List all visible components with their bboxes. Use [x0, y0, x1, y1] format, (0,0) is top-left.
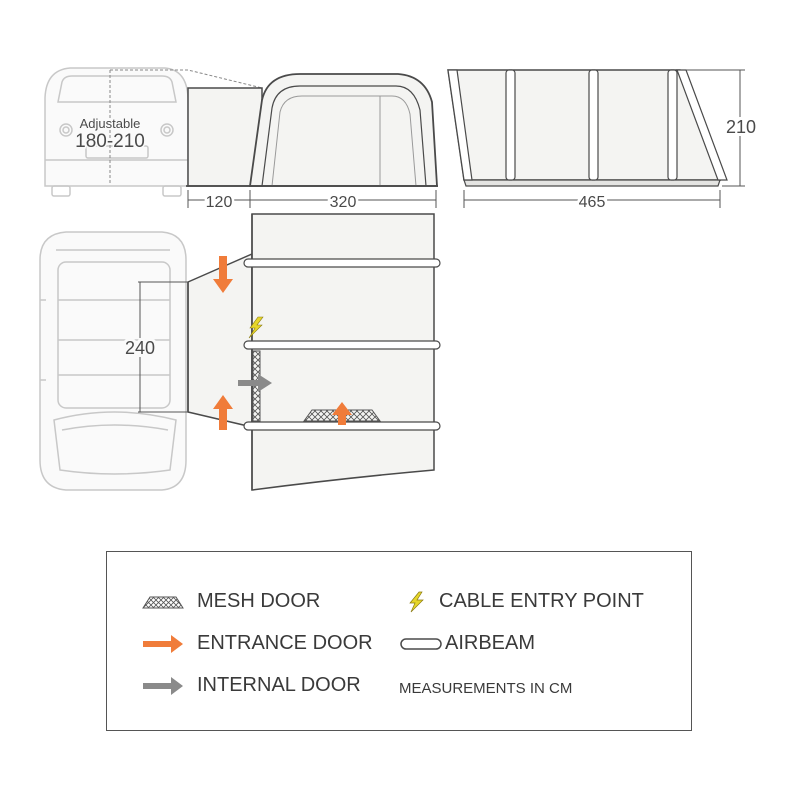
- legend-airbeam-label: AIRBEAM: [445, 632, 536, 654]
- lightning-bolt-icon: [405, 592, 435, 612]
- legend-mesh-door: [141, 590, 320, 613]
- legend-cable-entry-label: CABLE ENTRY POINT: [439, 590, 644, 612]
- height-adjustable-label: Adjustable: [79, 116, 141, 131]
- side-total-length-label: 465: [578, 194, 606, 211]
- side-depth-width-label: 120: [205, 194, 233, 211]
- orange-arrow-icon: [141, 634, 185, 654]
- mesh-door-icon: [141, 592, 185, 612]
- airbeam-icon: [399, 634, 443, 654]
- legend-internal-door: [141, 674, 361, 697]
- side-height-label: 210: [725, 117, 757, 137]
- legend-mesh-door-label: MESH DOOR: [197, 590, 321, 612]
- side-profile-view: [448, 70, 727, 186]
- legend-airbeam: [399, 632, 535, 655]
- height-adjustable-value: 180-210: [75, 131, 145, 152]
- legend-internal-door-label: INTERNAL DOOR: [197, 674, 361, 696]
- plan-width-label: 240: [124, 338, 156, 358]
- legend-entrance-door-label: ENTRANCE DOOR: [197, 632, 373, 654]
- legend-cable-entry: [405, 590, 644, 613]
- van-top-view: [40, 232, 186, 490]
- side-tent-width-label: 320: [329, 194, 357, 211]
- measurements-note: MEASUREMENTS IN CM: [399, 680, 573, 697]
- legend-entrance-door: [141, 632, 373, 655]
- legend: [106, 551, 692, 731]
- grey-arrow-icon: [141, 676, 185, 696]
